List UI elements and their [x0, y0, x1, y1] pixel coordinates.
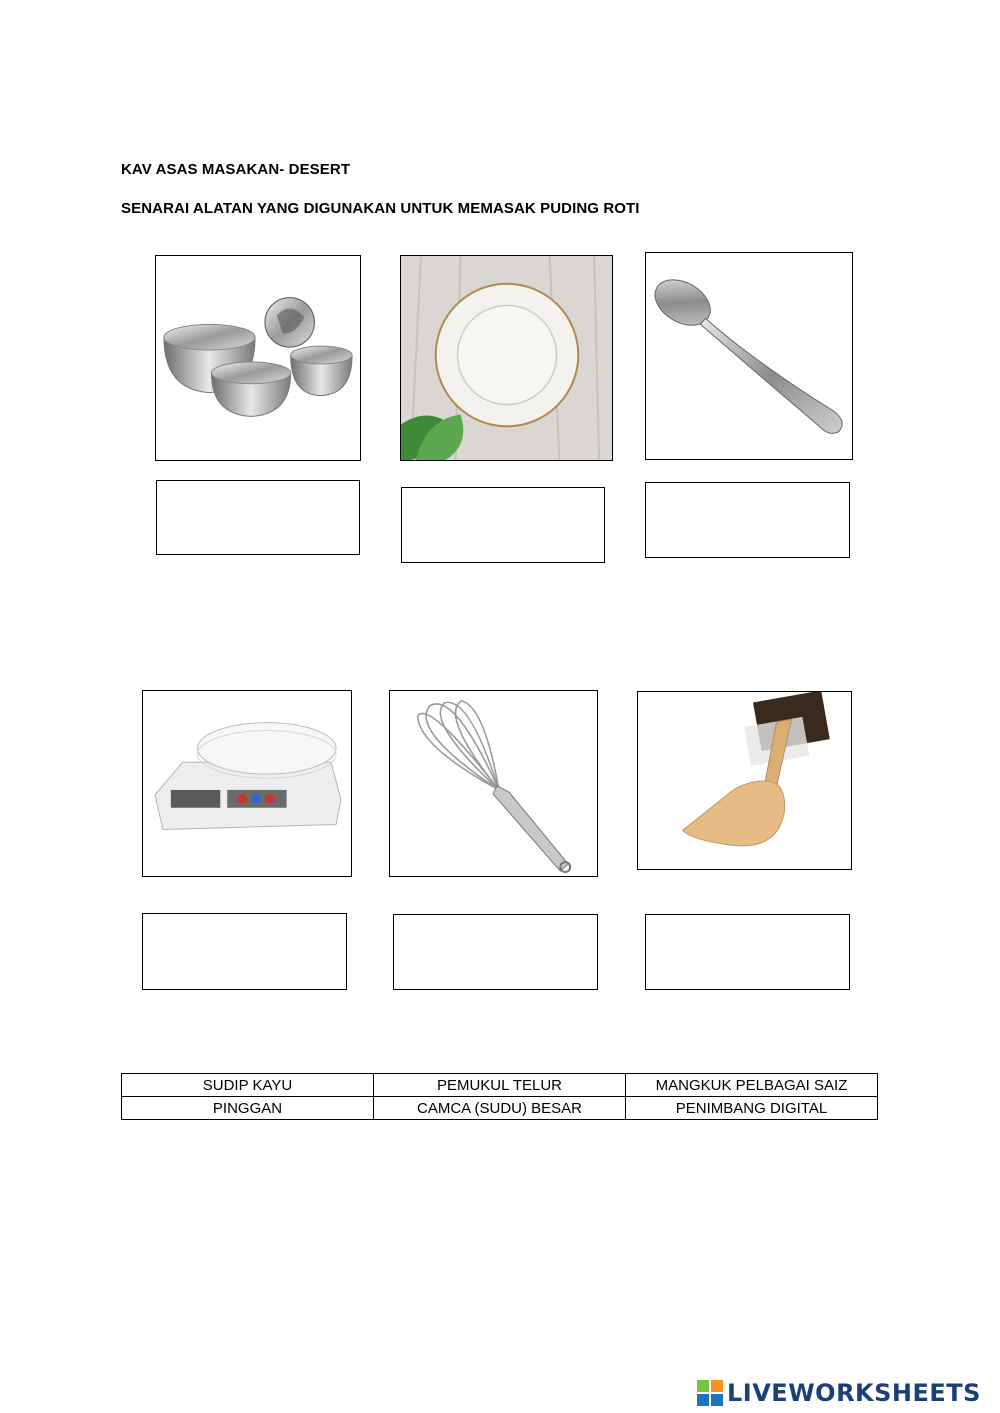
whisk-icon: [390, 691, 597, 876]
word-cell: MANGKUK PELBAGAI SAIZ: [626, 1074, 878, 1097]
table-row: [122, 1074, 878, 1097]
digital-scale-icon: [143, 691, 351, 876]
image-wooden-spatula: [637, 691, 852, 870]
answer-box-2[interactable]: [401, 487, 605, 563]
word-cell: CAMCA (SUDU) BESAR: [374, 1097, 626, 1120]
word-cell: SUDIP KAYU: [122, 1074, 374, 1097]
liveworksheets-logo-icon: [697, 1380, 723, 1406]
image-spoon: [645, 252, 853, 460]
spoon-icon: [646, 253, 852, 459]
page-subtitle: SENARAI ALATAN YANG DIGUNAKAN UNTUK MEMASAK PUDING ROTI: [121, 200, 640, 217]
answer-box-6[interactable]: [645, 914, 850, 990]
liveworksheets-brand: [697, 1378, 981, 1408]
image-mixing-bowls: [155, 255, 361, 461]
mixing-bowls-icon: [156, 256, 360, 460]
answer-box-4[interactable]: [142, 913, 347, 990]
word-cell: PINGGAN: [122, 1097, 374, 1120]
word-bank-table: [121, 1073, 878, 1120]
table-row: [122, 1097, 878, 1120]
brand-text: LIVEWORKSHEETS: [727, 1379, 981, 1407]
wooden-spatula-icon: [638, 692, 851, 869]
image-whisk: [389, 690, 598, 877]
answer-box-5[interactable]: [393, 914, 598, 990]
word-cell: PEMUKUL TELUR: [374, 1074, 626, 1097]
answer-box-3[interactable]: [645, 482, 850, 558]
word-cell: PENIMBANG DIGITAL: [626, 1097, 878, 1120]
plate-icon: [401, 256, 612, 460]
answer-box-1[interactable]: [156, 480, 360, 555]
page-title: KAV ASAS MASAKAN- DESERT: [121, 161, 351, 178]
image-plate: [400, 255, 613, 461]
image-digital-scale: [142, 690, 352, 877]
